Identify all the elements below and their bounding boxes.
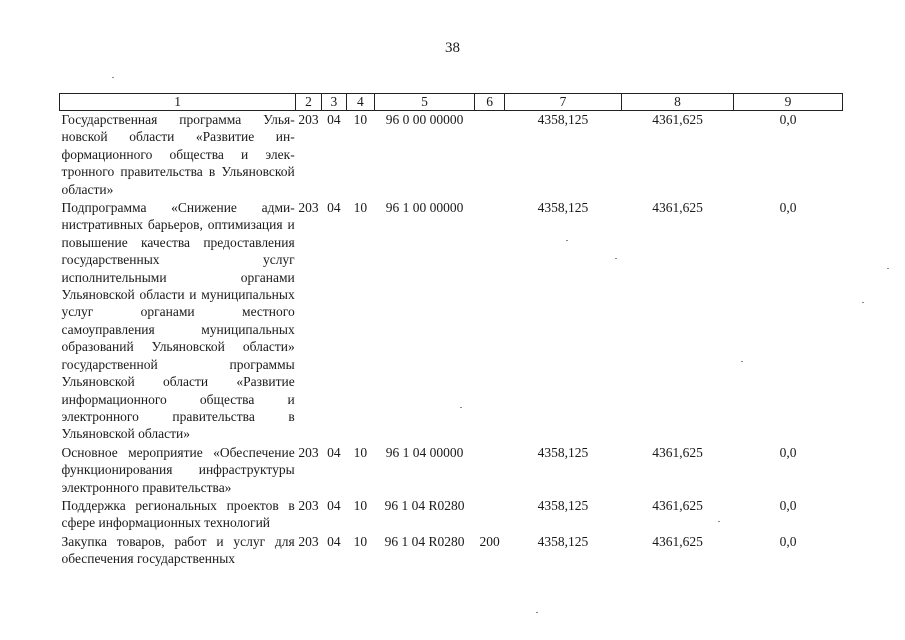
- cell-c6: [475, 199, 505, 444]
- table-row: [60, 533, 843, 568]
- cell-c7: 4358,125: [537, 533, 589, 549]
- cell-c9: 0,0: [779, 200, 797, 216]
- cell-c5: 96 1 00 00000: [385, 200, 464, 216]
- cell-c8: 4361,625: [652, 533, 703, 549]
- cell-c3: 04: [327, 444, 341, 460]
- scan-speck: [460, 407, 462, 408]
- table-row: [60, 111, 843, 200]
- cell-c4: 10: [353, 112, 368, 127]
- cell-c8: 4361,625: [652, 444, 703, 460]
- scan-speck: [566, 240, 568, 241]
- column-header-4: 4: [347, 94, 374, 111]
- cell-c2: 203: [298, 444, 319, 460]
- cell-c5: 96 1 04 R0280: [384, 497, 465, 513]
- cell-c5: 96 1 04 00000: [385, 444, 464, 460]
- cell-c8: 4361,625: [652, 200, 703, 216]
- table-row: [60, 199, 843, 444]
- cell-c5: 96 1 04 R0280: [384, 533, 465, 549]
- scan-speck: [887, 268, 889, 269]
- row-name: Поддержка региональных проектов в сфере информационных технологий: [61, 497, 295, 531]
- cell-c6: [475, 111, 505, 200]
- cell-c3: 04: [327, 200, 341, 216]
- cell-c3: 04: [327, 533, 341, 549]
- cell-c7: 4358,125: [537, 200, 589, 216]
- scan-speck: [718, 521, 720, 522]
- table-row: [60, 497, 843, 533]
- column-header-6: 6: [475, 94, 505, 111]
- scan-speck: [862, 302, 864, 303]
- row-name: Подпрограмма «Снижение административных барьеров, оптимизация и повышение качества предоставления государственных услуг исполнительными органами Ульяновской области и муниципальных услуг органами местного самоуправления муниципальных образований Ульяновской области» государственной программы Ульяновской области «Развитие информационного общества и электронного правительства в Ульяновской области»: [61, 200, 295, 442]
- cell-c7: 4358,125: [537, 444, 589, 460]
- cell-c2: 203: [298, 200, 319, 216]
- table-row: [60, 444, 843, 497]
- row-name: Закупка товаров, работ и услуг для обеспечения государственных: [61, 533, 295, 567]
- cell-c4: 10: [353, 533, 368, 549]
- budget-table: [59, 93, 843, 568]
- column-header-9: 9: [734, 94, 843, 111]
- cell-c3: 04: [327, 497, 341, 513]
- column-header-8: 8: [622, 94, 734, 111]
- table-header-row: [60, 94, 843, 111]
- cell-c8: 4361,625: [652, 112, 703, 127]
- scan-speck: [741, 361, 743, 362]
- cell-c7: 4358,125: [537, 497, 589, 513]
- cell-c7: 4358,125: [537, 112, 589, 127]
- row-name: Основное мероприятие «Обеспечение функционирования инфраструктуры электронного правительства»: [61, 444, 295, 495]
- cell-c4: 10: [353, 444, 368, 460]
- column-header-5: 5: [374, 94, 475, 111]
- cell-c9: 0,0: [779, 533, 797, 549]
- cell-c2: 203: [298, 497, 319, 513]
- cell-c4: 10: [353, 497, 368, 513]
- row-name: Государственная программа Ульяновской области «Развитие информационного общества и электронного правительства в Ульяновской области»: [61, 112, 295, 197]
- cell-c2: 203: [298, 533, 319, 549]
- cell-c4: 10: [353, 200, 368, 216]
- cell-c6: 200: [479, 533, 500, 549]
- column-header-1: 1: [60, 94, 296, 111]
- scan-speck: [112, 77, 114, 78]
- cell-c9: 0,0: [779, 112, 797, 127]
- column-header-2: 2: [296, 94, 321, 111]
- scan-speck: [615, 258, 617, 259]
- cell-c9: 0,0: [779, 444, 797, 460]
- cell-c6: [475, 497, 505, 533]
- cell-c2: 203: [298, 112, 319, 127]
- scan-speck: [536, 612, 538, 613]
- column-header-3: 3: [321, 94, 346, 111]
- page-number: 38: [445, 40, 460, 56]
- column-header-7: 7: [504, 94, 621, 111]
- cell-c8: 4361,625: [652, 497, 703, 513]
- cell-c5: 96 0 00 00000: [385, 112, 464, 127]
- cell-c3: 04: [327, 112, 341, 127]
- cell-c9: 0,0: [779, 497, 797, 513]
- cell-c6: [475, 444, 505, 497]
